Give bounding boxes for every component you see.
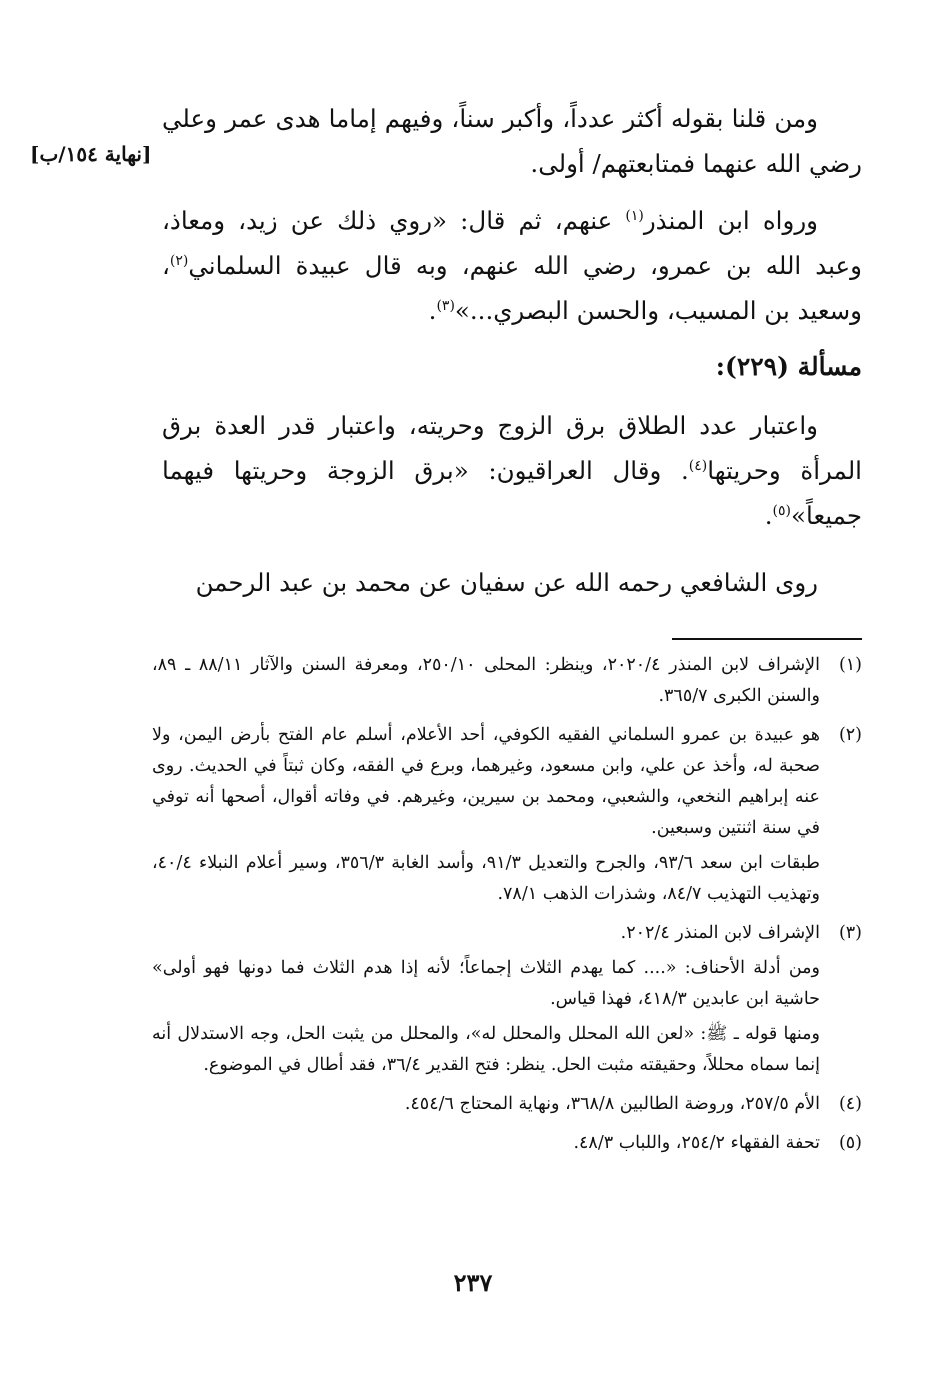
margin-note: [نهاية ١٥٤/ب] <box>30 142 152 166</box>
footnote-text: تحفة الفقهاء ٢٥٤/٢، واللباب ٤٨/٣. <box>573 1133 820 1153</box>
footnote-ref-3[interactable]: (٣) <box>436 297 455 314</box>
footnote-ref-4[interactable]: (٤) <box>688 457 708 474</box>
footnote-2 <box>152 720 862 914</box>
paragraph-3-part-1: واعتبار عدد الطلاق برق الزوج وحريته، واعتبار قدر العدة برق المرأة وحريتها <box>162 411 862 485</box>
paragraph-4: روى الشافعي رحمه الله عن سفيان عن محمد بن عبد الرحمن <box>195 568 818 597</box>
footnote-3 <box>152 918 862 1085</box>
footnote-text: الإشراف لابن المنذر ٢٠٢٠/٤، وينظر: المحلى ٢٥٠/١٠، ومعرفة السنن والآثار ٨٨/١١ ـ ٨٩، والسنن الكبرى ٣٦٥/٧. <box>152 655 820 706</box>
paragraph-2-part-1: ورواه ابن المنذر <box>643 206 818 235</box>
footnote-number: (٤) <box>838 1094 862 1114</box>
footnote-ref-5[interactable]: (٥) <box>772 502 792 519</box>
paragraph-2-end: . <box>428 296 437 325</box>
footnote-text: الأم ٢٥٧/٥، وروضة الطالبين ٣٦٨/٨، ونهاية المحتاج ٤٥٤/٦. <box>404 1094 820 1114</box>
footnote-1 <box>152 650 862 716</box>
footnote-text: هو عبيدة بن عمرو السلماني الفقيه الكوفي، أحد الأعلام، أسلم عام الفتح بأرض اليمن، ولا صحبة له، وأخذ عن علي، وابن مسعود، وغيرهما، وبرع في الفقه، وكان ثبتاً في الحديث. روى عنه إبراهيم النخعي، والشعبي، ومحمد بن سيرين، وغيرهم. في وفاته أقوال، أصحها أنه توفي في سنة اثنتين وسبعين. <box>152 725 820 838</box>
footnote-divider <box>672 638 862 640</box>
main-text <box>162 96 862 617</box>
section-heading: مسألة (٢٢٩): <box>715 352 862 381</box>
footnotes <box>152 650 862 1167</box>
footnote-ref-2[interactable]: (٢) <box>169 252 189 269</box>
footnote-text: الإشراف لابن المنذر ٢٠٢/٤. <box>620 923 820 943</box>
footnote-number: (١) <box>838 655 862 675</box>
page-number: ٢٣٧ <box>453 1268 493 1297</box>
paragraph-3 <box>162 403 862 538</box>
footnote-4 <box>152 1089 862 1124</box>
paragraph-2 <box>162 198 862 333</box>
paragraph-3-end: . <box>764 501 773 530</box>
footnote-5 <box>152 1128 862 1163</box>
footnote-text: ومن أدلة الأحناف: «.... كما يهدم الثلاث إجماعاً؛ لأنه إذا هدم الثلاث فما دونها فهو أولى» حاشية ابن عابدين ٤١٨/٣، فهذا قياس. <box>152 958 820 1009</box>
paragraph-2-part-2: عنهم، ثم قال: «روي ذلك عن زيد، ومعاذ، وعبد الله بن عمرو، رضي الله عنهم، وبه قال عبيدة السلماني <box>162 206 862 280</box>
footnote-number: (٣) <box>838 923 862 943</box>
paragraph-3-part-2: . وقال العراقيون: «برق الزوجة وحريتها فيهما جميعاً» <box>162 456 862 530</box>
paragraph-2-part-3: ، وسعيد بن المسيب، والحسن البصري...» <box>162 251 862 325</box>
footnote-number: (٢) <box>838 725 862 745</box>
footnote-text: طبقات ابن سعد ٩٣/٦، والجرح والتعديل ٩١/٣، وأسد الغابة ٣٥٦/٣، وسير أعلام النبلاء ٤٠/٤، وتهذيب التهذيب ٨٤/٧، وشذرات الذهب ٧٨/١. <box>152 853 820 904</box>
footnote-ref-1[interactable]: (١) <box>625 207 644 224</box>
footnote-number: (٥) <box>838 1133 862 1153</box>
paragraph-1: ومن قلنا بقوله أكثر عدداً، وأكبر سناً، وفيهم إماما هدى عمر وعلي رضي الله عنهما فمتابعتهم/ أولى. <box>162 104 862 178</box>
footnote-text: ومنها قوله ـ ﷺ: «لعن الله المحلل والمحلل له»، والمحلل من يثبت الحل، وجه الاستدلال أنه إنما سماه محللاً، وحقيقته مثبت الحل. ينظر: فتح القدير ٣٦/٤، فقد أطال في الموضوع. <box>152 1024 820 1075</box>
